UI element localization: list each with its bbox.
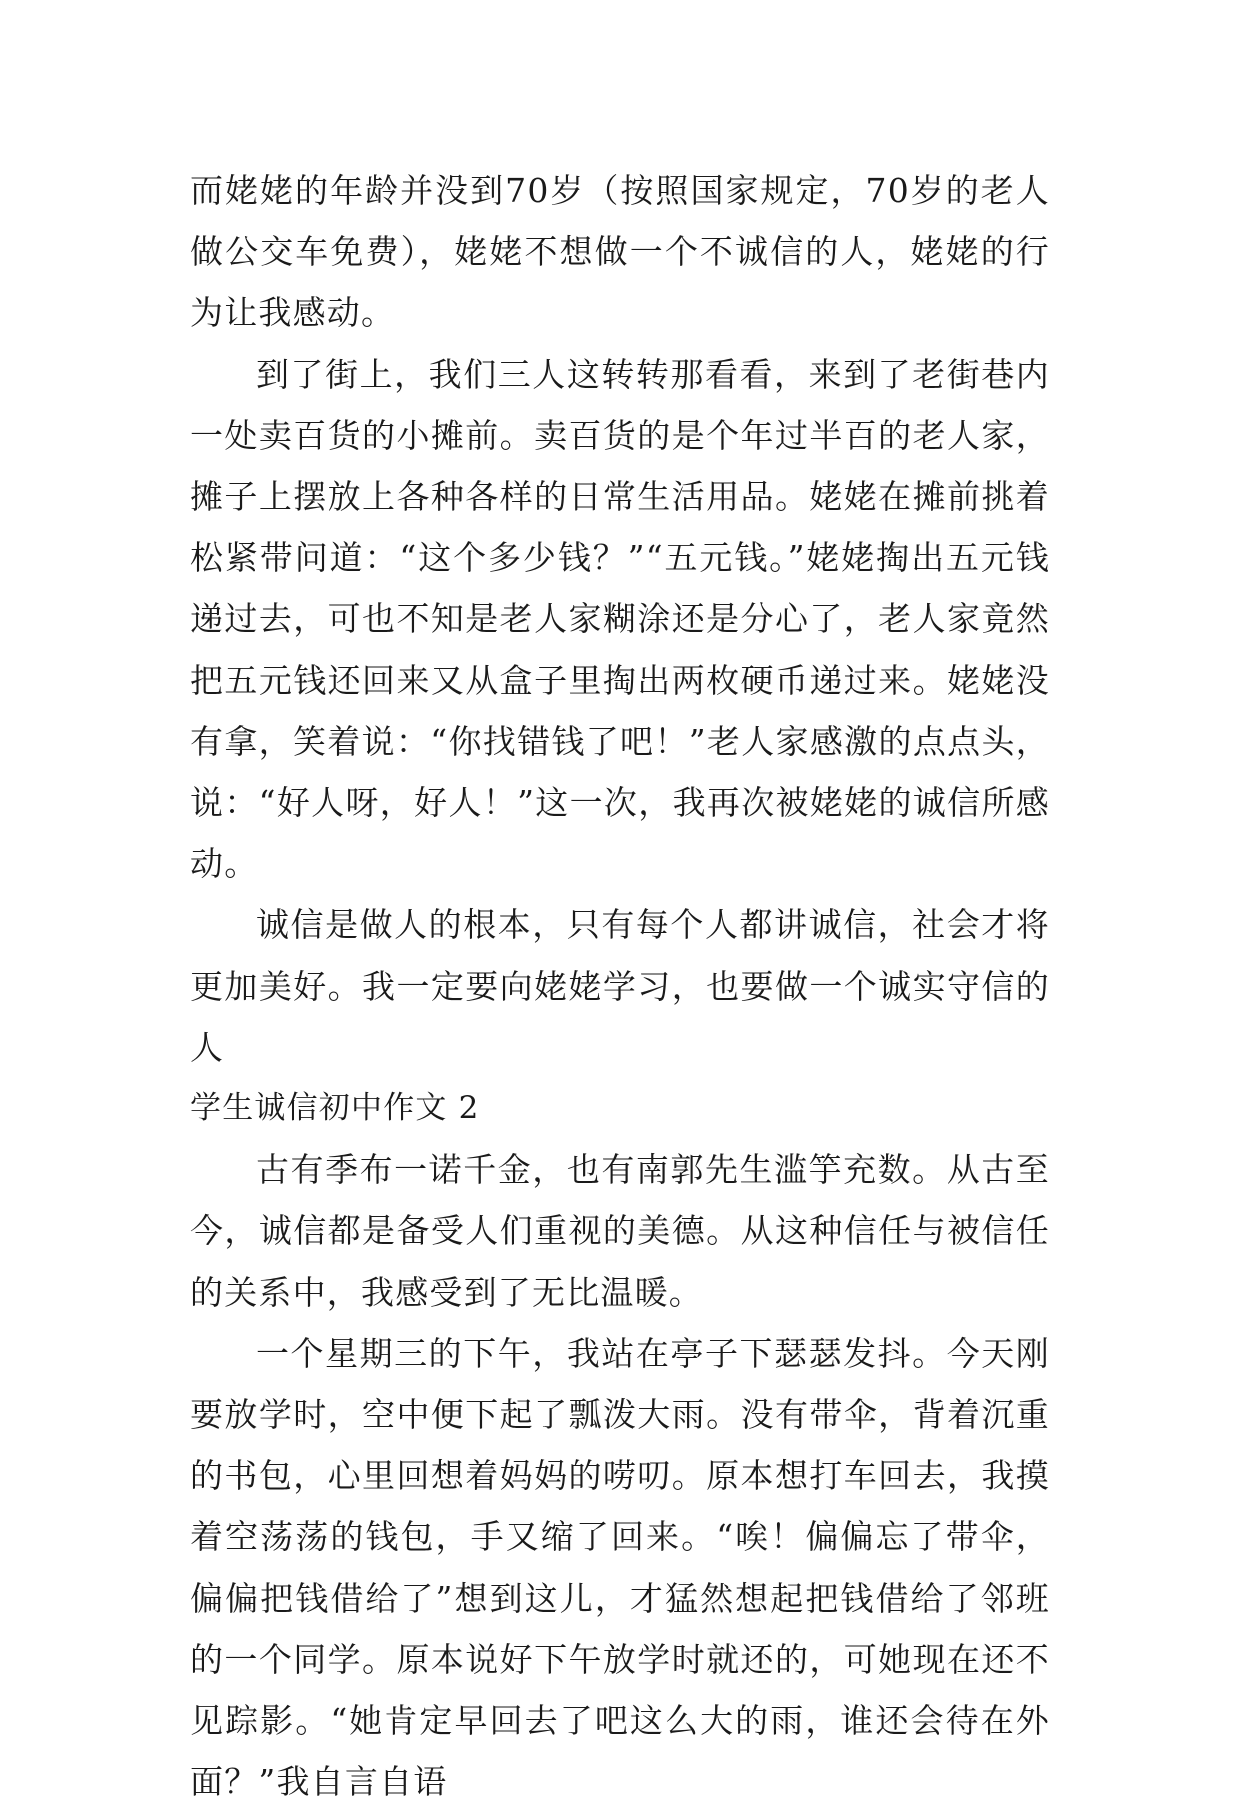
- paragraph-2: 到了街上，我们三人这转转那看看，来到了老街巷内一处卖百货的小摊前。卖百货的是个年过半百的老人家，摊子上摆放上各种各样的日常生活用品。姥姥在摊前挑着松紧带问道：“这个多少钱？”“五元钱。”姥姥掏出五元钱递过去，可也不知是老人家糊涂还是分心了，老人家竟然把五元钱还回来又从盒子里掏出两枚硬币递过来。姥姥没有拿，笑着说：“你找错钱了吧！”老人家感激的点点头，说：“好人呀，好人！”这一次，我再次被姥姥的诚信所感动。: [190, 354, 1050, 884]
- section-title: 学生诚信初中作文 2: [190, 1090, 480, 1127]
- paragraph-5: 一个星期三的下午，我站在亭子下瑟瑟发抖。今天刚要放学时，空中便下起了瓢泼大雨。没有带伞，背着沉重的书包，心里回想着妈妈的唠叨。原本想打车回去，我摸着空荡荡的钱包，手又缩了回来。“唉！偏偏忘了带伞，偏偏把钱借给了”想到这儿，才猛然想起把钱借给了邻班的一个同学。原本说好下午放学时就还的，可她现在还不见踪影。“她肯定早回去了吧这么大的雨，谁还会待在外面？”我自言自语: [190, 1333, 1050, 1802]
- document-body: [190, 160, 1050, 1812]
- paragraph-4: 古有季布一诺千金，也有南郭先生滥竽充数。从古至今，诚信都是备受人们重视的美德。从这种信任与被信任的关系中，我感受到了无比温暖。: [190, 1150, 1050, 1312]
- paragraph-3: 诚信是做人的根本，只有每个人都讲诚信，社会才将更加美好。我一定要向姥姥学习，也要做一个诚实守信的人: [190, 905, 1050, 1067]
- paragraph-1: 而姥姥的年龄并没到70岁（按照国家规定，70岁的老人做公交车免费），姥姥不想做一个不诚信的人，姥姥的行为让我感动。: [190, 171, 1050, 333]
